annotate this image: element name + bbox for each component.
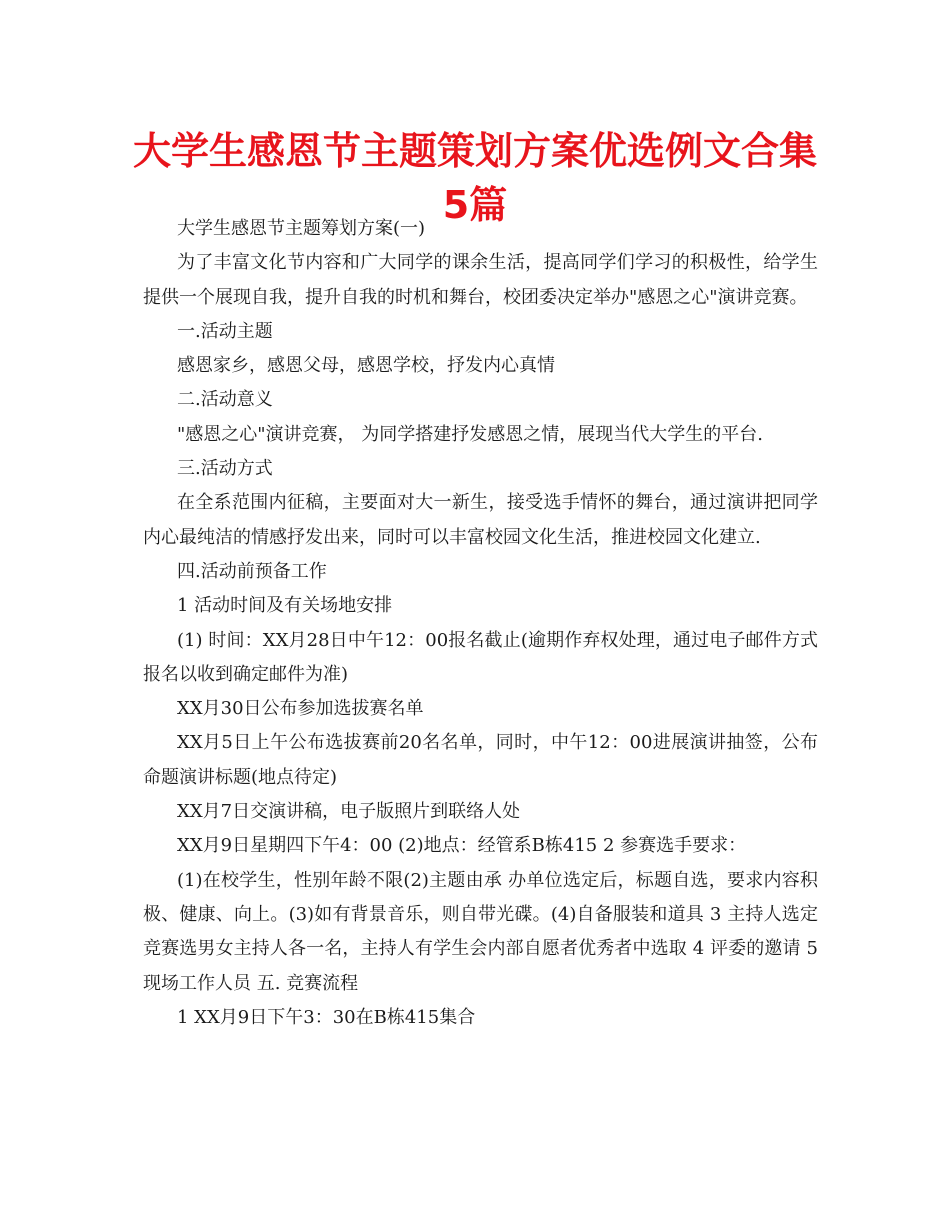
paragraph: XX月5日上午公布选拔赛前20名名单，同时，中午12：00进展演讲抽签，公布命题演讲标题(地点待定) xyxy=(143,732,818,788)
paragraph: XX月7日交演讲稿，电子版照片到联络人处 xyxy=(177,801,521,823)
paragraph: XX月9日星期四下午4：00 (2)地点：经管系B栋415 2 参赛选手要求： xyxy=(177,835,747,857)
paragraph: 为了丰富文化节内容和广大同学的课余生活，提高同学们学习的积极性，给学生提供一个展现自我，提升自我的时机和舞台，校团委决定举办"感恩之心"演讲竞赛。 xyxy=(143,252,818,308)
paragraph: "感恩之心"演讲竞赛， 为同学搭建抒发感恩之情，展现当代大学生的平台. xyxy=(177,423,763,445)
paragraph: 在全系范围内征稿，主要面对大一新生，接受选手情怀的舞台，通过演讲把同学内心最纯洁的情感抒发出来，同时可以丰富校园文化生活，推进校园文化建立. xyxy=(143,492,818,548)
paragraph: 大学生感恩节主题筹划方案(一) xyxy=(177,218,426,239)
paragraph: (1)在校学生，性别年龄不限(2)主题由承 办单位选定后，标题自选，要求内容积极、健康、向上。(3)如有背景音乐，则自带光碟。(4)自备服装和道具 3 主持人选定 竞赛选男女主持人各一名，主持人有学生会内部自愿者优秀者中选取 4 评委的邀请 5 现场工作人员 五. 竞赛流程 xyxy=(143,869,818,994)
paragraph: 四.活动前预备工作 xyxy=(177,560,327,582)
document-title: 大学生感恩节主题策划方案优选例文合集5篇 xyxy=(132,129,817,227)
paragraph: 感恩家乡，感恩父母，感恩学校，抒发内心真情 xyxy=(177,355,555,377)
paragraph: XX月30日公布参加选拔赛名单 xyxy=(177,698,424,720)
paragraph: 1 活动时间及有关场地安排 xyxy=(177,595,393,617)
paragraph: 二.活动意义 xyxy=(177,389,273,411)
paragraph: 1 XX月9日下午3：30在B栋415集合 xyxy=(177,1006,476,1028)
paragraph: 一.活动主题 xyxy=(177,320,273,342)
document-body xyxy=(143,212,818,1035)
paragraph: (1) 时间：XX月28日中午12：00报名截止(逾期作弃权处理，通过电子邮件方式报名以收到确定邮件为准) xyxy=(143,629,818,685)
paragraph: 三.活动方式 xyxy=(177,458,273,480)
